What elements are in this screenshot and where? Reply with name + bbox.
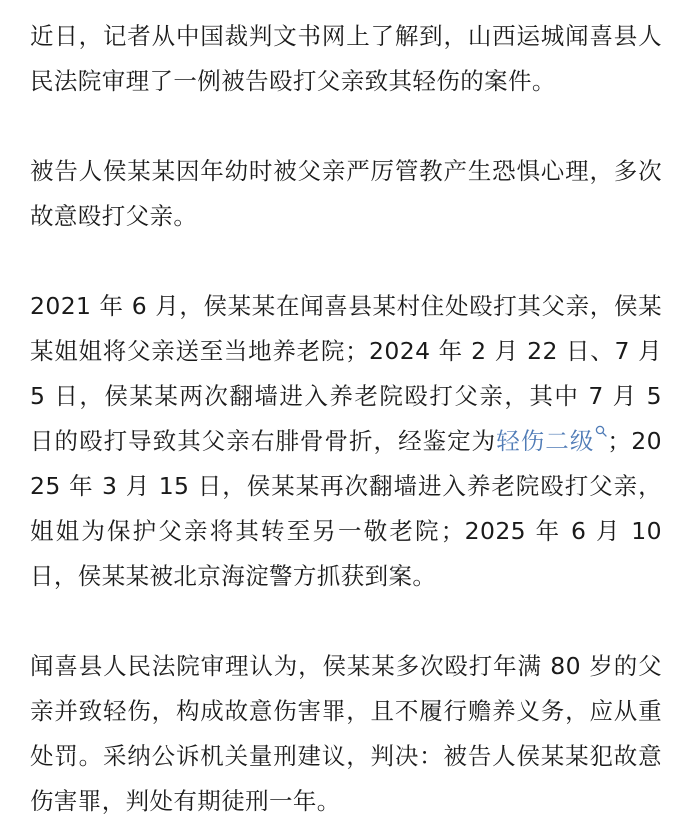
paragraph-3-text-before: 2021 年 6 月，侯某某在闻喜县某村住处殴打其父亲，侯某某姐姐将父亲送至当地养老院；2024 年 2 月 22 日、7 月 5 日，侯某某两次翻墙进入养老院殴打父亲，其中 7 月 5 日的殴打导致其父亲右腓骨骨折，经鉴定为 — [30, 292, 662, 455]
injury-grade-link-label: 轻伤二级 — [496, 427, 595, 455]
paragraph-4: 闻喜县人民法院审理认为，侯某某多次殴打年满 80 岁的父亲并致轻伤，构成故意伤害罪，且不履行赡养义务，应从重处罚。采纳公诉机关量刑建议，判决：被告人侯某某犯故意伤害罪，判处有期徒刑一年。 — [30, 652, 662, 815]
injury-grade-link[interactable] — [496, 427, 607, 455]
paragraph-3-text-after: ；2025 年 3 月 15 日，侯某某再次翻墙进入养老院殴打父亲，姐姐为保护父亲将其转至另一敬老院；2025 年 6 月 10 日，侯某某被北京海淀警方抓获到案。 — [30, 427, 662, 590]
paragraph-2: 被告人侯某某因年幼时被父亲严厉管教产生恐惧心理，多次故意殴打父亲。 — [30, 157, 662, 230]
paragraph-3 — [30, 284, 662, 599]
paragraph-1: 近日，记者从中国裁判文书网上了解到，山西运城闻喜县人民法院审理了一例被告殴打父亲致其轻伤的案件。 — [30, 22, 662, 95]
search-icon — [595, 425, 607, 437]
